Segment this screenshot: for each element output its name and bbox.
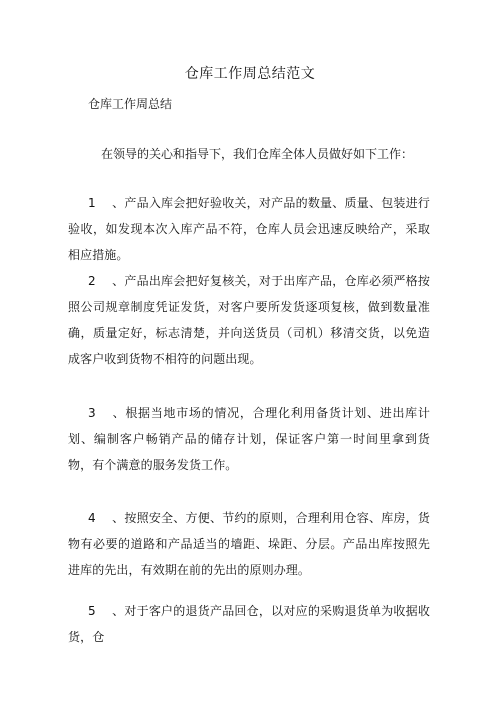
paragraph-number: 4	[88, 511, 96, 525]
document-subtitle: 仓库工作周总结	[88, 97, 173, 111]
paragraph-1	[68, 190, 430, 268]
paragraph-text: 、产品出库会把好复核关，对于出库产品，仓库必须严格按照公司规章制度凭证发货，对客户要所发货逐项复核，做到数量准确，质量定好，标志清楚，并向送货员（司机）移清交货，以免造成客户收到货物不相符的问题出现。	[68, 274, 430, 366]
paragraph-number: 3	[88, 406, 96, 420]
paragraph-number: 1	[88, 196, 96, 210]
paragraph-3	[68, 400, 430, 478]
paragraph-4	[68, 505, 430, 583]
paragraph-text: 、根据当地市场的情况，合理化利用备货计划、进出库计划、编制客户畅销产品的储存计划，保证客户第一时间里拿到货物，有个满意的服务发货工作。	[68, 406, 430, 472]
paragraph-number: 2	[88, 274, 96, 288]
paragraph-text: 、按照安全、方便、节约的原则，合理利用仓容、库房，货物有必要的道路和产品适当的墙距、垛距、分层。产品出库按照先进库的先出，有效期在前的先出的原则办理。	[68, 511, 430, 577]
paragraph-text: 、对于客户的退货产品回仓，以对应的采购退货单为收据收货，仓	[68, 604, 430, 644]
paragraph-number: 5	[88, 604, 96, 618]
intro-paragraph: 在领导的关心和指导下，我们仓库全体人员做好如下工作：	[101, 147, 414, 161]
paragraph-2	[68, 268, 430, 372]
document-title: 仓库工作周总结范文	[184, 66, 316, 82]
paragraph-text: 、产品入库会把好验收关，对产品的数量、质量、包装进行验收，如发现本次入库产品不符，仓库人员会迅速反映给产，采取相应措施。	[68, 196, 430, 262]
paragraph-5	[68, 598, 430, 650]
